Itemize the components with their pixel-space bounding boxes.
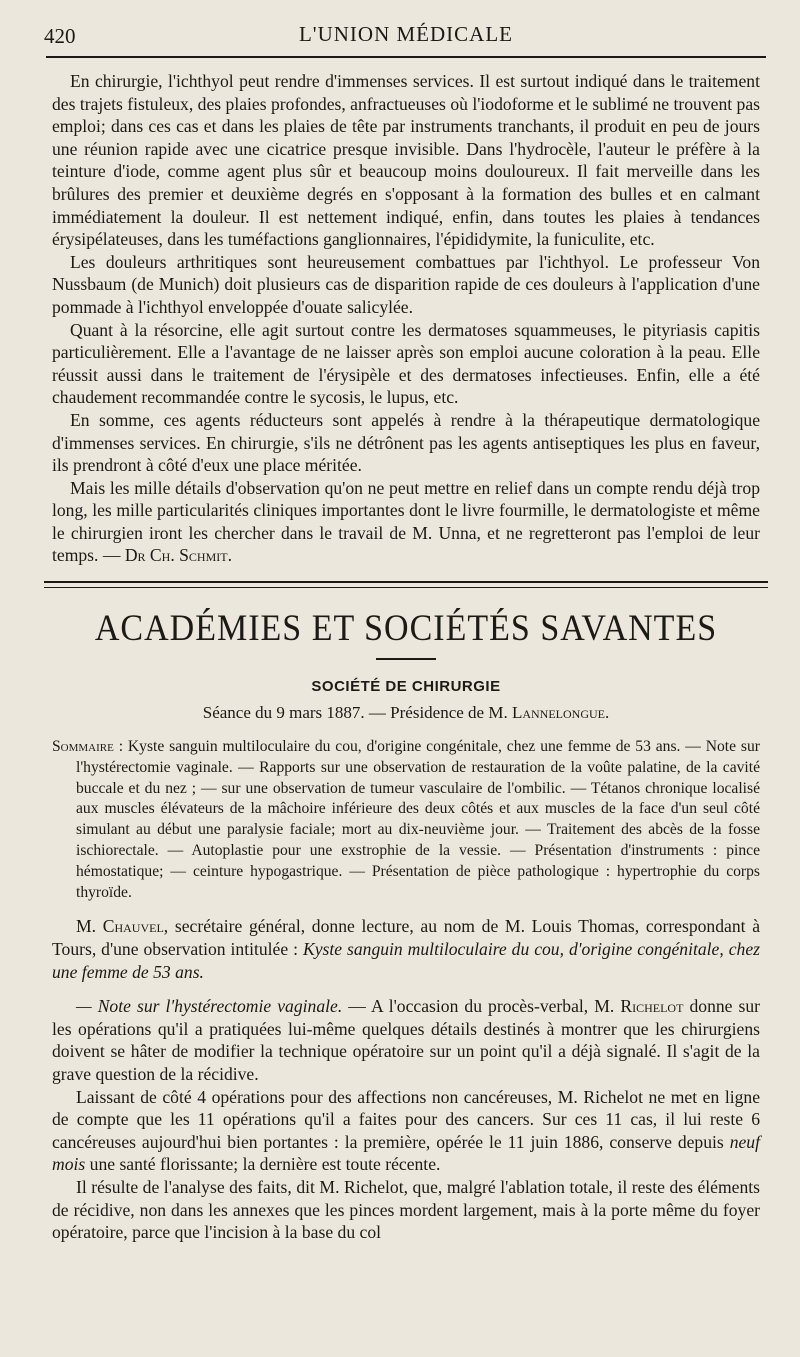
topic-lead: — Note sur l'hystérectomie vaginale.: [76, 996, 343, 1017]
section-divider: [44, 581, 768, 588]
section-title: ACADÉMIES ET SOCIÉTÉS SAVANTES: [94, 608, 718, 649]
article-paragraph-arthritic-pain: Les douleurs arthritiques sont heureusement combattues par l'ichthyol. Le professeur Von Nussbaum (de Munich) doit plusieurs cas de disparition rapide de ces douleurs à l'application d'une pommade à l'ichthyol enveloppée d'ouate salicylée.: [52, 251, 760, 317]
body-paragraph-operations: [52, 1086, 760, 1176]
summary-label: Sommaire :: [52, 738, 124, 756]
article-paragraph-summary: En somme, ces agents réducteurs sont appelés à rendre à la thérapeutique dermatologique d'immenses services. En chirurgie, s'ils ne détrônent pas les agents antiseptiques les plus en faveur, ils prendront à côté d'eux une place méritée.: [52, 409, 760, 476]
society-name: SOCIÉTÉ DE CHIRURGIE: [311, 678, 501, 696]
page-number: 420: [44, 24, 76, 48]
article-paragraph-ichthyol-surgery: En chirurgie, l'ichthyol peut rendre d'immenses services. Il est surtout indiqué dans le traitement des trajets fistuleux, des plaies profondes, anfractueuses où l'iodoforme et le sublimé ne trouvent pas emploi; dans ces cas et dans les plaies de tête par instruments tranchants, il produit en peu de jours une réunion rapide avec une cicatrice presque invisible. Dans l'hydrocèle, l'auteur le préfère à la teinture d'iode, comme agent plus sûr et beaucoup moins douloureux. Il fait merveille dans les brûlures des premier et deuxième degrés en s'opposant à la formation des bulles et en calmant immédiatement la douleur. Il est nettement indiqué, enfin, dans toutes les plaies à tendances érysipélateuses, dans les tuméfactions ganglionnaires, l'épididymite, la funiculite, etc.: [52, 71, 760, 250]
body-paragraph-hysterectomy: [52, 995, 760, 1085]
header-rule: [46, 56, 766, 58]
body-text: M.: [76, 916, 97, 937]
session-line: [52, 703, 760, 723]
body-text: Laissant de côté 4 opérations pour des affections non cancéreuses, M. Richelot ne met en ligne de compte que les 11 opérations qu'il a faites pour des cancers. Sur ces 11 cas, il lui reste 6 cancéreuses aujourd'hui bien portantes : la première, opérée le 11 juin 1886, conserve depuis: [52, 1086, 760, 1152]
summary-text: Kyste sanguin multiloculaire du cou, d'origine congénitale, chez une femme de 53 ans. — Note sur l'hystérectomie vaginale. — Rapports sur une observation de restauration de la voûte palatine, de la cavité buccale et du nez ; — sur une observation de tumeur vasculaire de l'ombilic. — Tétanos chronique localisé aux muscles élévateurs de la mâchoire inférieure des deux côtés et aux muscles de la face d'un seul côté simulant au début une paralysie faciale; mort au dix-neuvième jour. — Traitement des abcès de la fosse ischiorectale. — Autoplastie pour une exstrophie de la vessie. — Présentation d'instruments : pince hémostatique; — ceinture hypogastrique. — Présentation de pièce pathologique : hypertrophie du corps thyroïde.: [76, 738, 760, 901]
title-underline: [376, 658, 436, 660]
article-paragraph-closing: [52, 477, 760, 567]
body-paragraph-chauvel: [52, 915, 760, 983]
person-name-chauvel: Chauvel,: [102, 916, 169, 937]
body-text: une santé florissante; la dernière est toute récente.: [89, 1154, 441, 1175]
summary: [52, 737, 760, 903]
session-date: Séance du 9 mars 1887. — Présidence de M.: [202, 703, 508, 723]
observation-title: Kyste sanguin multiloculaire du cou, d'origine congénitale, chez une femme de 53 ans.: [52, 939, 760, 982]
closing-text: Mais les mille détails d'observation qu'on ne peut mettre en relief dans un compte rendu déjà trop long, les mille particularités cliniques importantes dont le livre fourmille, le dermatologiste et même le chirurgien iront les chercher dans le travail de M. Unna, et ne regretteront pas l'emploi de leur temps. —: [52, 477, 760, 566]
journal-title: L'UNION MÉDICALE: [298, 22, 513, 46]
person-name-richelot: Richelot: [620, 996, 684, 1017]
article-paragraph-resorcine: Quant à la résorcine, elle agit surtout contre les dermatoses squammeuses, le pityriasis capitis particulièrement. Elle a l'avantage de ne laisser après son emploi aucune coloration à la peau. Elle réussit aussi dans le traitement de l'érysipèle et des dermatoses infectieuses. Enfin, elle a été chaudement recommandée contre le sycosis, le lupus, etc.: [52, 319, 760, 408]
body-text: donne sur les opérations qu'il a pratiquées lui-même quelques détails destinés à montrer que les chirurgiens doivent se hâter de modifier la technique opératoire sur un point qu'il a déjà signalé. Il s'agit de la grave question de la récidive.: [52, 996, 761, 1084]
body-text: secrétaire général, donne lecture, au nom de M. Louis Thomas, correspondant à Tours, d'une observation intitulée :: [52, 916, 760, 960]
author-signature: Dr Ch. Schmit.: [124, 545, 232, 566]
body-text: — A l'occasion du procès-verbal, M.: [348, 996, 615, 1017]
italic-duration: neuf mois: [52, 1131, 760, 1175]
body-paragraph-recurrence: Il résulte de l'analyse des faits, dit M. Richelot, que, malgré l'ablation totale, il reste des éléments de récidive, non dans les annexes que les pinces mordent largement, mais à la porte même du foyer opératoire, parce que l'incision à la base du col: [52, 1176, 760, 1243]
president-name: Lannelongue.: [511, 703, 610, 723]
running-head: [44, 0, 760, 62]
